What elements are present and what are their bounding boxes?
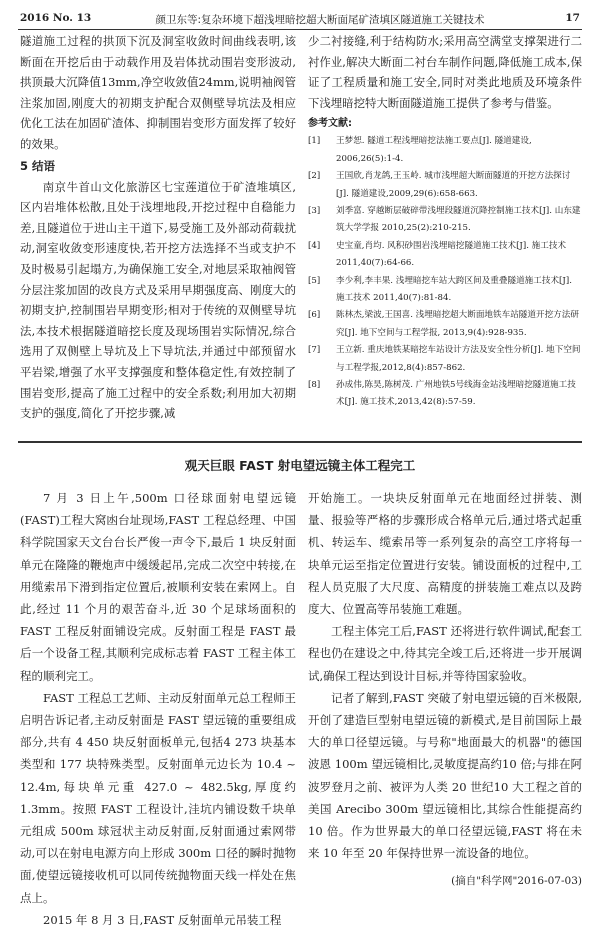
reference-item <box>308 377 582 412</box>
article1-left-column <box>20 31 296 424</box>
references-list <box>308 133 582 412</box>
article2-right-column <box>308 487 582 893</box>
reference-number: [3] <box>308 206 321 216</box>
reference-item <box>308 203 582 238</box>
issue-label: 2016 No. 13 <box>20 12 92 24</box>
reference-number: [8] <box>308 380 321 391</box>
reference-item <box>308 168 582 203</box>
reference-number: [7] <box>308 345 321 356</box>
article2-title: 观天巨眼 FAST 射电望远镜主体工程完工 <box>184 458 416 473</box>
running-header <box>20 8 580 28</box>
reference-text: 王立新. 重庆地铁某暗挖车站设计方法及安全性分析[J]. 地下空间与工程学报,2012,8(4):857-862. <box>336 345 581 373</box>
article2-paragraph: FAST 工程总工艺师、主动反射面单元总工程师王启明告诉记者,主动反射面是 FAST 望远镜的重要组成部分,共有 4 450 块反射面板单元,包括4 273 块基本类型和 177 块特殊类型。反射面单元边长为 10.4 ~ 12.4m,每块单元重 427.0 ~ 482.5kg,厚度约1.3mm。按照 FAST 工程设计,洼坑内铺设数千块单元组成 500m 球冠状主动反射面,反射面通过索网带动,可以在射电电源方向上形成 300m 口径的瞬时抛物面,使望远镜接收机可以同传统抛物面天线一样处在焦点上。 <box>20 690 296 905</box>
reference-text: 刘季富. 穿越断层破碎带浅埋段隧道沉降控制施工技术[J]. 山东建筑大学学报 2010,25(2):210-215. <box>336 206 581 234</box>
article2-paragraph: 记者了解到,FAST 突破了射电望远镜的百米极限,开创了建造巨型射电望远镜的新模式,是目前国际上最大的单口径望远镜。与号称"地面最大的机器"的德国波恩 100m 望远镜相比,灵敏度提高约10 倍;与排在阿波罗登月之前、被评为人类 20 世纪10 大工程之首的美国 Arecibo 300m 望远镜相比,其综合性能提高约 10 倍。作为世界最大的单口径望远镜,FAST 将在未来 10 年至 20 年保持世界一流设备的地位。 <box>308 690 582 861</box>
reference-number: [5] <box>308 275 321 286</box>
article1-right-body <box>308 31 582 113</box>
article1-right-column <box>308 31 582 412</box>
reference-item <box>308 133 582 168</box>
reference-number: [1] <box>308 136 321 147</box>
reference-item <box>308 342 582 377</box>
reference-text: 王国欣,肖龙鸽,王玉岭. 城市浅埋超大断面隧道的开挖方法探讨[J]. 隧道建设,2009,29(6):658-663. <box>336 171 571 199</box>
reference-text: 史宝童,肖均. 风积砂围岩浅埋暗挖隧道施工技术[J]. 施工技术 2011,40(7):64-66. <box>336 240 567 269</box>
reference-item <box>308 273 582 308</box>
references-heading: 参考文献: <box>308 118 352 130</box>
article2-paragraph: 工程主体完工后,FAST 还将进行软件调试,配套工程也仍在建设之中,待其完全竣工后,还将进一步开展调试,确保工程达到设计目标,并等待国家验收。 <box>308 624 582 683</box>
reference-number: [2] <box>308 171 321 182</box>
conclusion-continuation: 少二衬接缝,利于结构防水;采用高空满堂支撑架进行二衬作业,解决大断面二衬台车制作问题,降低施工成本,保证了工程质量和施工安全,同时对类此地质及环境条件下浅埋暗挖特大断面隧道施工提供了参考与借鉴。 <box>308 34 582 110</box>
reference-text: 陈林杰,梁波,王国喜. 浅埋暗挖超大断面地铁车站隧道开挖方法研究[J]. 地下空间与工程学报, 2013,9(4):928-935. <box>336 310 579 338</box>
article1-left-body <box>20 31 296 424</box>
article-divider <box>18 441 582 443</box>
reference-item <box>308 307 582 342</box>
header-rule <box>18 29 582 30</box>
article2-paragraph: 2015 年 8 月 3 日,FAST 反射面单元吊装工程 <box>43 912 282 927</box>
reference-text: 李少利,李丰果. 浅埋暗挖车站大跨区间及重叠隧道施工技术[J]. 施工技术 2011,40(7):81-84. <box>336 275 572 304</box>
page-number: 17 <box>565 12 580 24</box>
running-title: 颜卫东等:复杂环境下超浅埋暗挖超大断面尾矿渣填区隧道施工关键技术 <box>155 14 485 26</box>
conclusion-paragraph: 南京牛首山文化旅游区七宝莲道位于矿渣堆填区,区内岩堆体松散,且处于浅埋地段,开挖过程中自稳能力差,且隧道位于进山主干道下,易受施工及外部动荷载扰动,洞室收敛变形速度快,若开挖方法选择不当或支护不及时极易引起塌方,为确保施工安全,对地层采取袖阀管分层注浆加固的改良方式及采用早期强度高、刚度大的初期支护,控制围岩早期变形;相对于传统的双侧壁导坑法,本技术根据隧道暗挖长度及现场围岩实际情况,综合选用了双侧壁上导坑及上下导坑法,并通过中部预留水平岩梁,增强了水平支撑强度和整体稳定性,有效控制了围岩变形,提高了施工过程中的安全系数;利用加大初期支护的强度,简化了开挖步骤,减 <box>20 179 296 421</box>
article2-paragraph: 7 月 3 日上午,500m 口径球面射电望远镜(FAST)工程大窝凼台址现场,FAST 工程总经理、中国科学院国家天文台台长严俊一声令下,最后 1 块反射面单元在隆隆的鞭炮声中缓缓起吊,完成二次空中转接,在用缆索吊下滑到指定位置后,被顺利安装在索网上。自此,经过 11 个月的艰苦奋斗,近 30 个足球场面积的 FAST 工程反射面铺设完成。反射面工程是 FAST 最后一个设备工程,其顺利完成标志着 FAST 工程主体工程的顺利完工。 <box>20 491 296 683</box>
reference-text: 孙成伟,陈昊,陈树茂. 广州地铁5号线海金站浅埋暗挖隧道施工技术[J]. 施工技术,2013,42(8):57-59. <box>336 380 576 408</box>
article2-right-body <box>308 487 582 864</box>
article2-left-column <box>20 487 296 931</box>
article2-paragraph: 开始施工。一块块反射面单元在地面经过拼装、测量、报验等严格的步骤形成合格单元后,通过塔式起重机、转运车、缆索吊等一系列复杂的高空工序将每一块单元运至指定位置进行安装。铺设面板的过程中,工程人员克服了大尺度、高精度的拼装施工难点以及跨度大、位置高等吊装施工难题。 <box>308 491 582 617</box>
conclusion-heading: 5 结语 <box>20 158 56 173</box>
intro-paragraph: 隧道施工过程的拱顶下沉及洞室收敛时间曲线表明,该断面在开挖后由于动载作用及岩体扰动围岩变形波动,拱顶最大沉降值13mm,净空收敛值24mm,说明袖阀管注浆加固,刚度大的初期支护配合双侧壁导坑法及相应优化工法在加固矿渣体、抑制围岩变形方面发挥了较好的效果。 <box>20 34 296 151</box>
reference-text: 王梦恕. 隧道工程浅埋暗挖法施工要点[J]. 隧道建设, 2006,26(5):1-4. <box>336 136 532 164</box>
source-note: (摘自"科学网"2016-07-03) <box>451 875 582 888</box>
reference-number: [6] <box>308 310 321 321</box>
reference-item <box>308 238 582 273</box>
reference-number: [4] <box>308 240 321 251</box>
